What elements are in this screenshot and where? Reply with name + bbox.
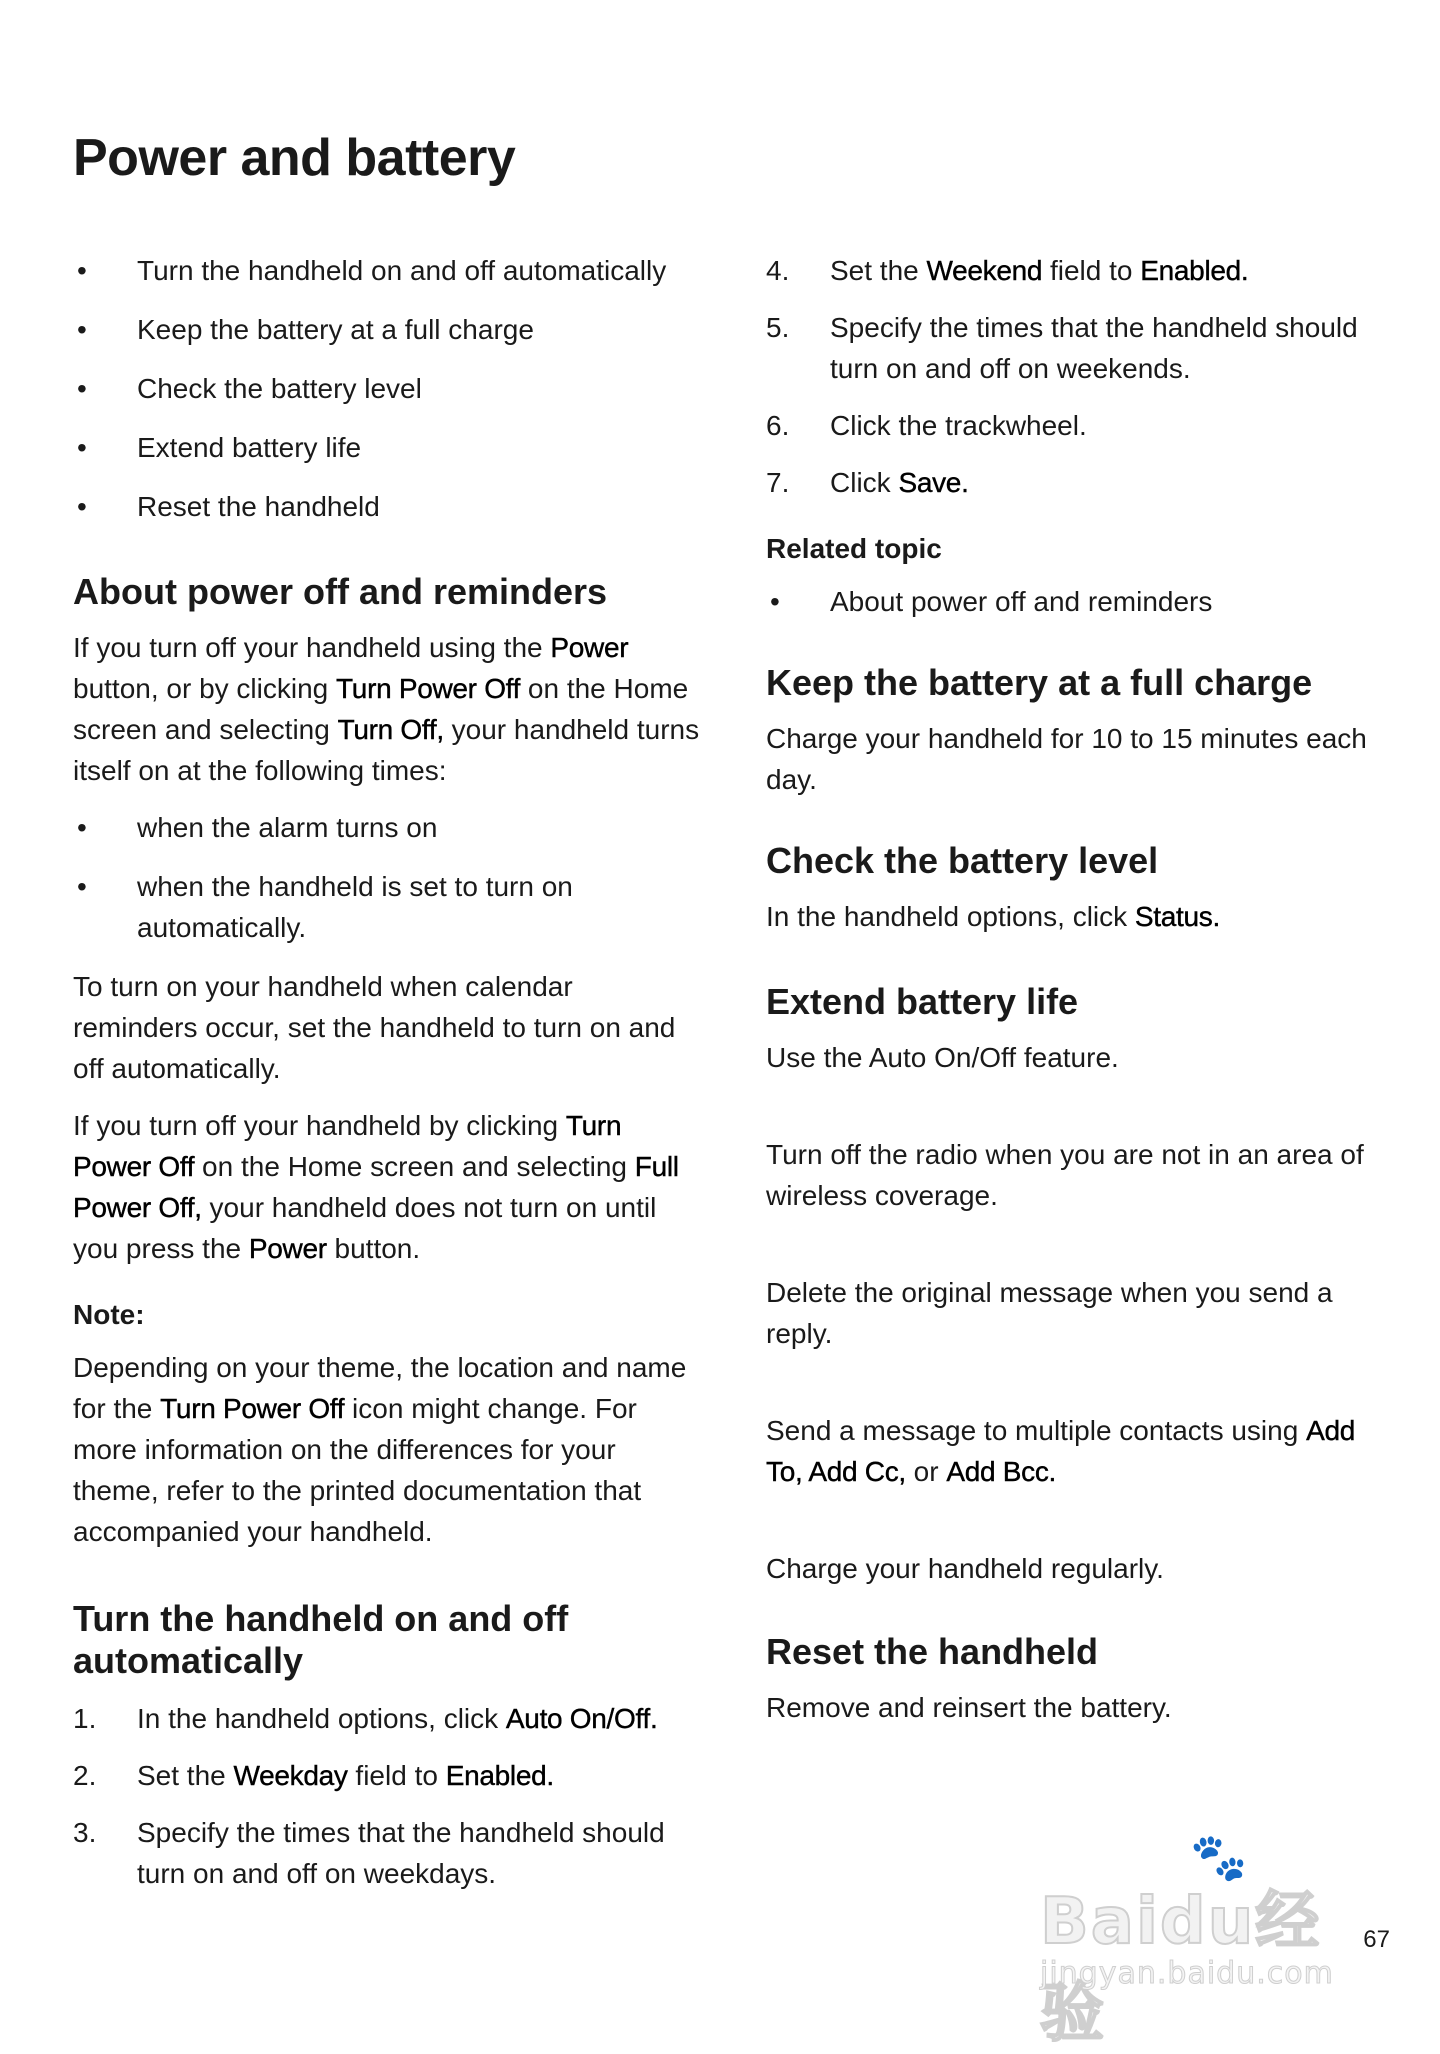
list-item: • Keep the battery at a full charge bbox=[73, 309, 703, 350]
list-item: • when the handheld is set to turn on automatically. bbox=[73, 866, 703, 948]
list-item: • when the alarm turns on bbox=[73, 807, 703, 848]
step-item: 3. Specify the times that the handheld should turn on and off on weekdays. bbox=[73, 1817, 665, 1889]
section-heading-check: Check the battery level bbox=[766, 840, 1159, 881]
page-number: 67 bbox=[1363, 1926, 1390, 1953]
bullet-icon: • bbox=[77, 255, 87, 286]
intro-bullet-list bbox=[73, 250, 703, 527]
check-text: In the handheld options, click Status. bbox=[766, 901, 1220, 932]
step-item: 2. Set the Weekday field to Enabled. bbox=[73, 1760, 554, 1791]
related-topic-label: Related topic bbox=[766, 533, 942, 564]
bullet-icon: • bbox=[77, 314, 87, 345]
section-heading-keep: Keep the battery at a full charge bbox=[766, 662, 1313, 703]
bullet-icon: • bbox=[77, 491, 87, 522]
about-paragraph-2: To turn on your handheld when calendar reminders occur, set the handheld to turn on and off automatically. bbox=[73, 971, 676, 1084]
extend-text-3: Delete the original message when you send a reply. bbox=[766, 1277, 1333, 1349]
about-paragraph-1: If you turn off your handheld using the Power button, or by clicking Turn Power Off on the Home screen and selecting Turn Off, your handheld turns itself on at the following times: bbox=[73, 632, 700, 786]
section-heading-turn: Turn the handheld on and off automatically bbox=[73, 1598, 569, 1681]
extend-text-2: Turn off the radio when you are not in an area of wireless coverage. bbox=[766, 1139, 1364, 1211]
watermark-url: jingyan.baidu.com bbox=[1040, 1956, 1334, 1991]
step-item: 5. Specify the times that the handheld should turn on and off on weekends. bbox=[766, 312, 1358, 384]
list-item: • Reset the handheld bbox=[73, 486, 703, 527]
list-item: • Turn the handheld on and off automatically bbox=[73, 250, 703, 291]
related-topic-link[interactable]: • About power off and reminders bbox=[766, 581, 1386, 622]
keep-text: Charge your handheld for 10 to 15 minutes each day. bbox=[766, 723, 1367, 795]
step-item: 4. Set the Weekend field to Enabled. bbox=[766, 255, 1249, 286]
watermark-brand: Baidu经验 bbox=[1040, 1885, 1322, 2051]
step-item: 1. In the handheld options, click Auto On/Off. bbox=[73, 1703, 658, 1734]
left-column bbox=[73, 250, 703, 1910]
extend-text-1: Use the Auto On/Off feature. bbox=[766, 1042, 1119, 1073]
section-heading-extend: Extend battery life bbox=[766, 981, 1079, 1022]
section-heading-reset: Reset the handheld bbox=[766, 1631, 1099, 1672]
reset-text: Remove and reinsert the battery. bbox=[766, 1692, 1172, 1723]
note-label: Note: bbox=[73, 1299, 145, 1330]
bullet-icon: • bbox=[77, 432, 87, 463]
step-item: 7. Click Save. bbox=[766, 467, 969, 498]
extend-text-4: Send a message to multiple contacts using Add To, Add Cc, or Add Bcc. bbox=[766, 1415, 1356, 1487]
paw-icon: 🐾 bbox=[1190, 1830, 1248, 1884]
page-title: Power and battery bbox=[73, 129, 516, 187]
bullet-icon: • bbox=[77, 812, 87, 843]
bullet-icon: • bbox=[770, 586, 780, 617]
right-column bbox=[766, 250, 1386, 1744]
about-paragraph-3: If you turn off your handheld by clicking Turn Power Off on the Home screen and selecting Full Power Off, your handheld does not turn on until you press the Power button. bbox=[73, 1110, 679, 1264]
step-item: 6. Click the trackwheel. bbox=[766, 410, 1087, 441]
note-text: Depending on your theme, the location and name for the Turn Power Off icon might change. For more information on the differences for your theme, refer to the printed documentation that accompanied your handheld. bbox=[73, 1352, 687, 1547]
list-item: • Check the battery level bbox=[73, 368, 703, 409]
baidu-watermark bbox=[1040, 1830, 1380, 2051]
extend-text-5: Charge your handheld regularly. bbox=[766, 1553, 1164, 1584]
list-item: • Extend battery life bbox=[73, 427, 703, 468]
section-heading-about: About power off and reminders bbox=[73, 571, 608, 612]
bullet-icon: • bbox=[77, 373, 87, 404]
bullet-icon: • bbox=[77, 871, 87, 902]
